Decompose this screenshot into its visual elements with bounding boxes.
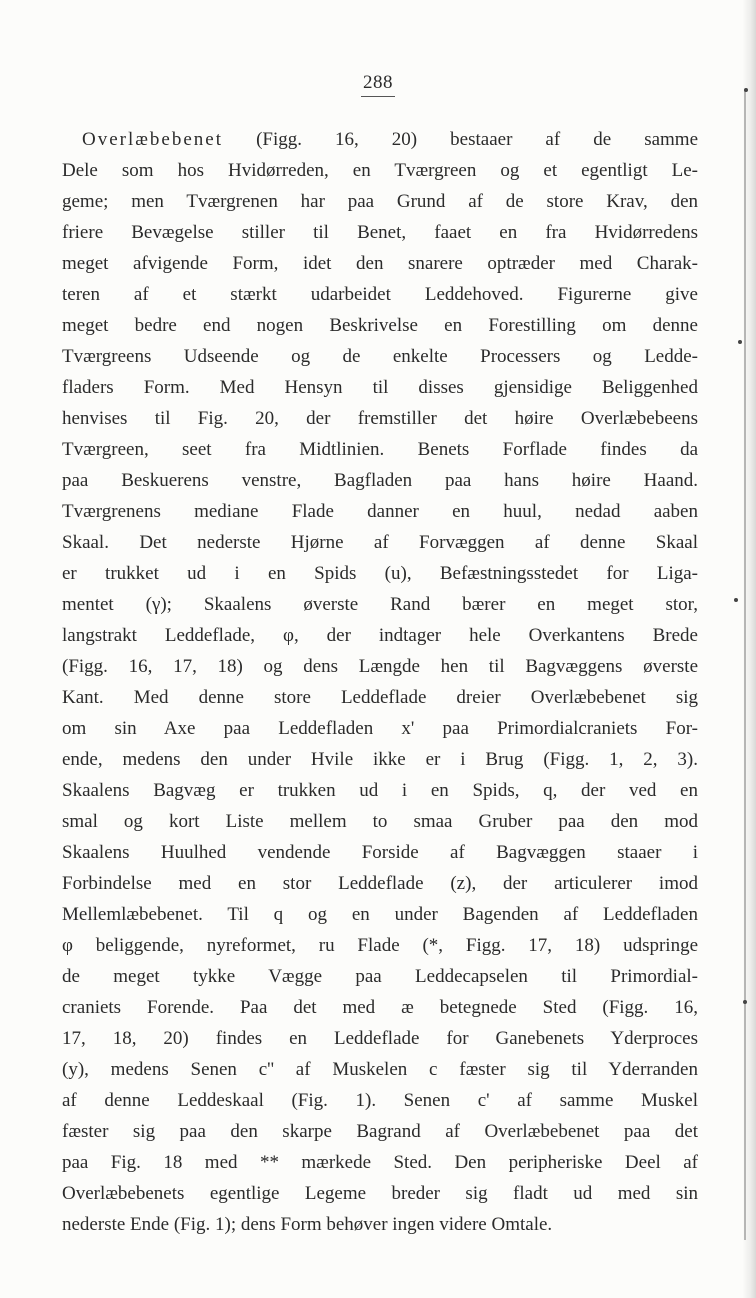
text-line: (Figg. 16, 17, 18) og dens Længde hen til Bagvæggens øverste — [62, 656, 698, 677]
text-line-rest: (Figg. 16, 20) bestaaer af de samme — [256, 129, 699, 150]
text-line: 17, 18, 20) findes en Leddeflade for Ganebenets Yderproces — [62, 1028, 698, 1049]
text-line: Skaal. Det nederste Hjørne af Forvæggen af denne Skaal — [62, 532, 698, 553]
text-line: af denne Leddeskaal (Fig. 1). Senen c' af samme Muskel — [62, 1090, 698, 1111]
text-line: Mellemlæbebenet. Til q og en under Bagenden af Leddefladen — [62, 904, 698, 925]
text-line — [62, 124, 698, 155]
text-line: er trukket ud i en Spids (u), Befæstningsstedet for Liga- — [62, 563, 698, 584]
scan-speck — [738, 340, 742, 344]
text-line: nederste Ende (Fig. 1); dens Form behøver ingen videre Omtale. — [62, 1214, 553, 1235]
text-line: Tværgreen, seet fra Midtlinien. Benets Forflade findes da — [62, 439, 698, 460]
text-line: de meget tykke Vægge paa Leddecapselen til Primordial- — [62, 966, 698, 987]
text-line: craniets Forende. Paa det med æ betegnede Sted (Figg. 16, — [62, 997, 698, 1018]
text-line: φ beliggende, nyreformet, ru Flade (*, Figg. 17, 18) udspringe — [62, 935, 698, 956]
text-line: fladers Form. Med Hensyn til disses gjensidige Beliggenhed — [62, 377, 698, 398]
scan-speck — [743, 1000, 747, 1004]
text-line: meget bedre end nogen Beskrivelse en Forestilling om denne — [62, 315, 698, 336]
text-line: fæster sig paa den skarpe Bagrand af Overlæbebenet paa det — [62, 1121, 698, 1142]
text-line: Kant. Med denne store Leddeflade dreier Overlæbebenet sig — [62, 687, 698, 708]
text-line: geme; men Tværgrenen har paa Grund af de store Krav, den — [62, 191, 698, 212]
text-line: paa Beskuerens venstre, Bagfladen paa hans høire Haand. — [62, 470, 698, 491]
text-line: langstrakt Leddeflade, φ, der indtager hele Overkantens Brede — [62, 625, 698, 646]
text-line: mentet (γ); Skaalens øverste Rand bærer en meget stor, — [62, 594, 698, 615]
text-line: (y), medens Senen c'' af Muskelen c fæster sig til Yderranden — [62, 1059, 698, 1080]
text-line: paa Fig. 18 med ** mærkede Sted. Den peripheriske Deel af — [62, 1152, 698, 1173]
text-line: teren af et stærkt udarbeidet Leddehoved. Figurerne give — [62, 284, 698, 305]
text-line: Skaalens Bagvæg er trukken ud i en Spids, q, der ved en — [62, 780, 698, 801]
text-line: friere Bevægelse stiller til Benet, faaet en fra Hvidørredens — [62, 222, 698, 243]
text-line: meget afvigende Form, idet den snarere optræder med Charak- — [62, 253, 698, 274]
scan-speck — [744, 88, 748, 92]
text-line: Forbindelse med en stor Leddeflade (z), der articulerer imod — [62, 873, 698, 894]
text-line: Tværgreens Udseende og de enkelte Processers og Ledde- — [62, 346, 698, 367]
text-line: ende, medens den under Hvile ikke er i Brug (Figg. 1, 2, 3). — [62, 749, 698, 770]
text-line: Skaalens Huulhed vendende Forside af Bagvæggen staaer i — [62, 842, 698, 863]
scan-speck — [734, 598, 738, 602]
text-line: om sin Axe paa Leddefladen x' paa Primordialcraniets For- — [62, 718, 698, 739]
text-line: Tværgrenens mediane Flade danner en huul, nedad aaben — [62, 501, 698, 522]
text-line: smal og kort Liste mellem to smaa Gruber paa den mod — [62, 811, 698, 832]
page-number: 288 — [0, 72, 756, 97]
scan-edge-line — [744, 90, 746, 1240]
lead-word: Overlæbebenet — [82, 129, 224, 150]
text-line: Overlæbebenets egentlige Legeme breder sig fladt ud med sin — [62, 1183, 698, 1204]
text-line: henvises til Fig. 20, der fremstiller det høire Overlæbebeens — [62, 408, 698, 429]
text-line: Dele som hos Hvidørreden, en Tværgreen og et egentligt Le- — [62, 160, 698, 181]
body-paragraph — [62, 124, 698, 1240]
